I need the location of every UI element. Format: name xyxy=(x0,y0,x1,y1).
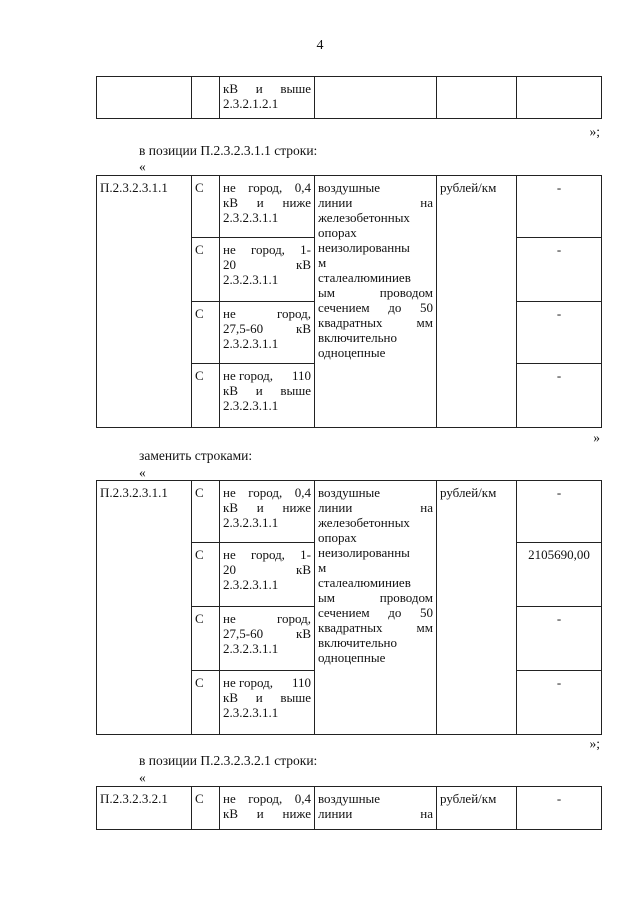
cell xyxy=(315,77,437,119)
description-cell: воздушные линии на xyxy=(315,787,437,830)
unit-cell: рублей/км xyxy=(437,176,517,428)
voltage-cell: не город, 1- 20 кВ 2.3.2.3.1.1 xyxy=(220,238,315,302)
mark-cell: С xyxy=(192,238,220,302)
cell xyxy=(437,77,517,119)
value-cell: - xyxy=(517,302,602,364)
intro-text-2: заменить строками: xyxy=(139,448,253,463)
value-cell: - xyxy=(517,787,602,830)
mark-cell: С xyxy=(192,481,220,543)
voltage-cell: не город, 110 кВ и выше 2.3.2.3.1.1 xyxy=(220,364,315,428)
end-quote-2: » xyxy=(593,430,600,445)
voltage-cell: не город, 27,5-60 кВ 2.3.2.3.1.1 xyxy=(220,607,315,671)
mark-cell: С xyxy=(192,787,220,830)
value-cell: - xyxy=(517,364,602,428)
intro-text-1: в позиции П.2.3.2.3.1.1 строки: xyxy=(139,143,318,158)
intro-text-3: в позиции П.2.3.2.3.2.1 строки: xyxy=(139,753,318,768)
end-quote-3: »; xyxy=(589,736,600,751)
position-code: П.2.3.2.3.1.1 xyxy=(97,176,192,428)
unit-cell: рублей/км xyxy=(437,787,517,830)
mark-cell: С xyxy=(192,364,220,428)
cell xyxy=(97,77,192,119)
table-replacement-rows xyxy=(96,480,602,735)
mark-cell: С xyxy=(192,302,220,364)
voltage-cell: не город, 0,4 кВ и ниже 2.3.2.3.1.1 xyxy=(220,481,315,543)
mark-cell: С xyxy=(192,543,220,607)
voltage-cell: кВ и выше 2.3.2.1.2.1 xyxy=(220,77,315,119)
end-quote-1: »; xyxy=(589,124,600,139)
open-quote-3: « xyxy=(139,770,146,785)
mark-cell: С xyxy=(192,671,220,735)
cell xyxy=(517,77,602,119)
position-code: П.2.3.2.3.1.1 xyxy=(97,481,192,735)
value-cell: - xyxy=(517,607,602,671)
open-quote-2: « xyxy=(139,465,146,480)
unit-cell: рублей/км xyxy=(437,481,517,735)
open-quote-1: « xyxy=(139,159,146,174)
voltage-cell: не город, 110 кВ и выше 2.3.2.3.1.1 xyxy=(220,671,315,735)
description-cell: воздушные линии на железобетонных опорах неизолированны м сталеалюминиев ым проводом сечением до 50 квадратных мм включительно одноцепные xyxy=(315,176,437,428)
table-original-rows xyxy=(96,175,602,428)
voltage-cell: не город, 0,4 кВ и ниже 2.3.2.3.1.1 xyxy=(220,176,315,238)
value-cell: - xyxy=(517,238,602,302)
mark-cell: С xyxy=(192,176,220,238)
voltage-cell: не город, 1- 20 кВ 2.3.2.3.1.1 xyxy=(220,543,315,607)
voltage-cell: не город, 0,4 кВ и ниже xyxy=(220,787,315,830)
description-cell: воздушные линии на железобетонных опорах неизолированны м сталеалюминиев ым проводом сечением до 50 квадратных мм включительно одноцепные xyxy=(315,481,437,735)
position-code: П.2.3.2.3.2.1 xyxy=(97,787,192,830)
value-cell: - xyxy=(517,481,602,543)
fragment-table-top xyxy=(96,76,602,119)
cell xyxy=(192,77,220,119)
value-cell: 2105690,00 xyxy=(517,543,602,607)
page-number: 4 xyxy=(316,38,324,53)
table-position-2-1 xyxy=(96,786,602,830)
value-cell: - xyxy=(517,176,602,238)
value-cell: - xyxy=(517,671,602,735)
voltage-cell: не город, 27,5-60 кВ 2.3.2.3.1.1 xyxy=(220,302,315,364)
mark-cell: С xyxy=(192,607,220,671)
